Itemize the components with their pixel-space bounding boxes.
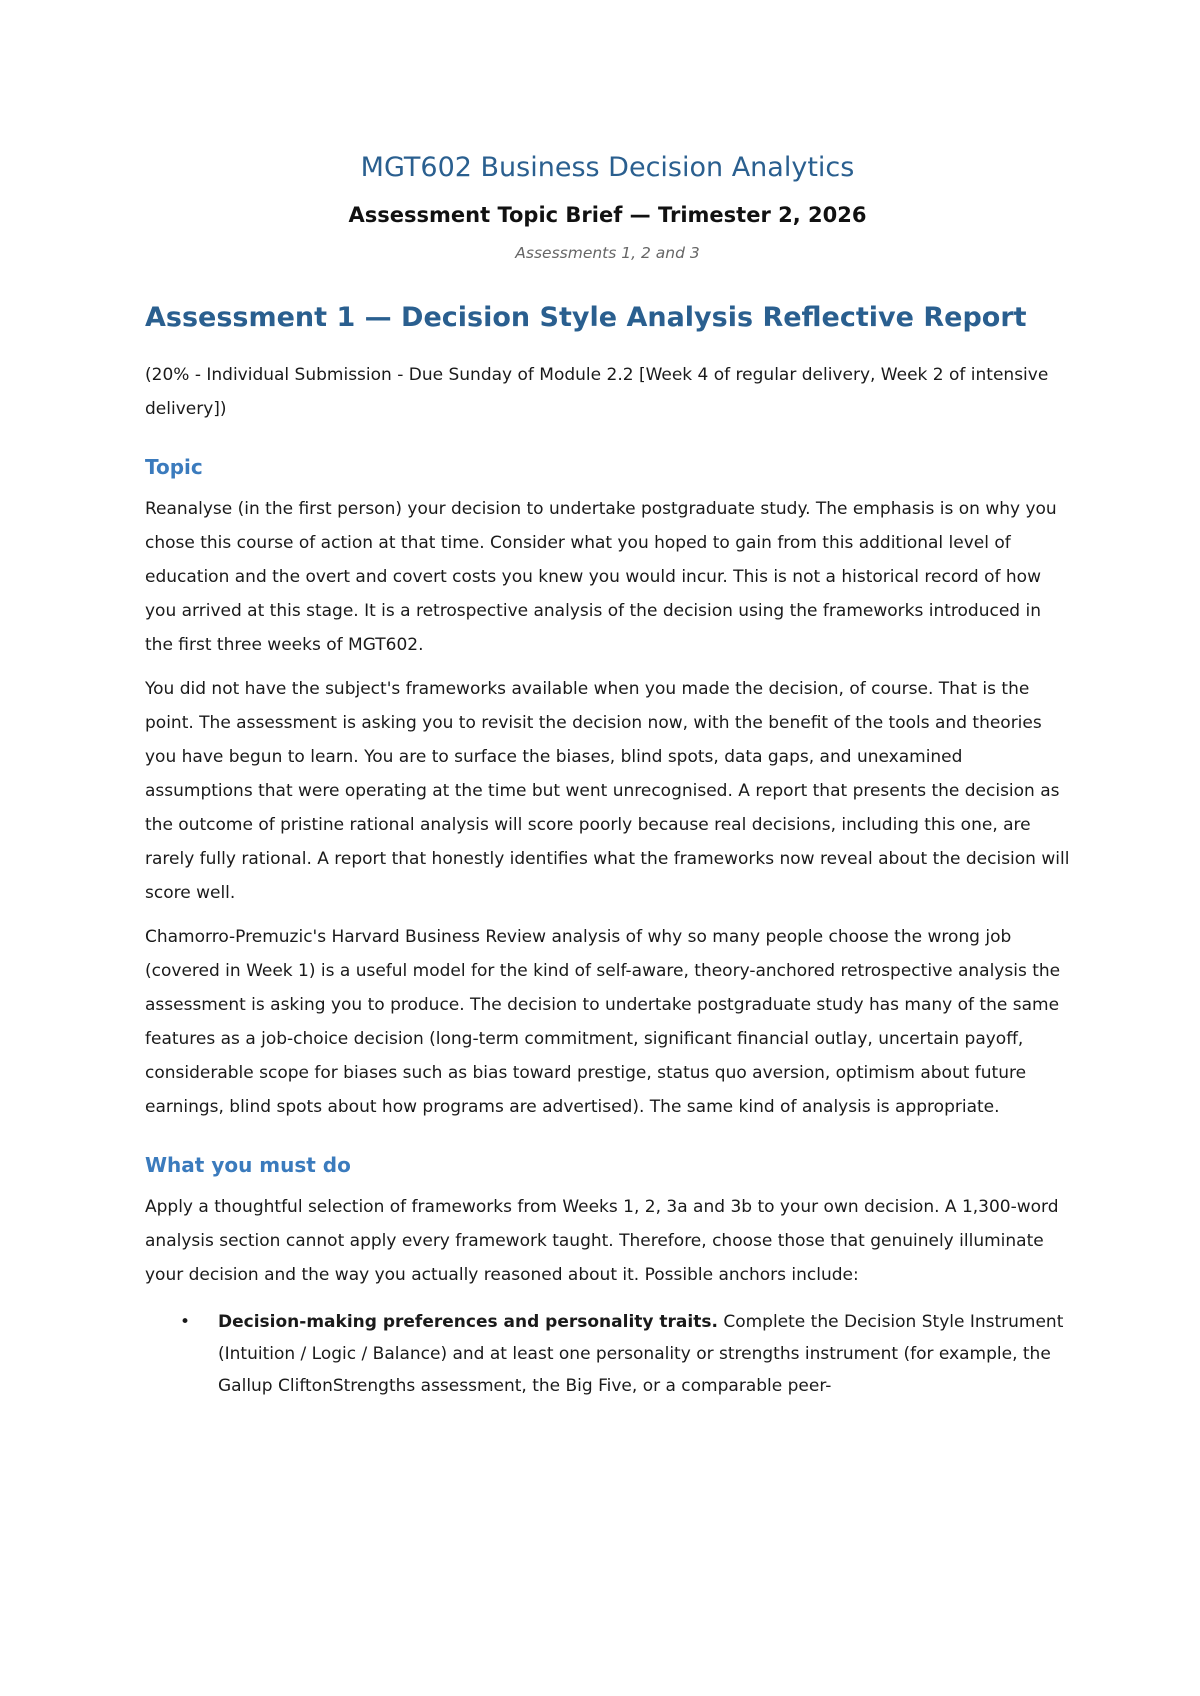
must-do-paragraph: Apply a thoughtful selection of frameworks from Weeks 1, 2, 3a and 3b to your own decision. A 1,300-word analysis section cannot apply every framework taught. Therefore, choose those that genuinely illuminate your decision and the way you actually reasoned about it. Possible anchors include:: [145, 1197, 1059, 1285]
list-item: [145, 1306, 1070, 1402]
document-subtitle: Assessment Topic Brief — Trimester 2, 2026: [348, 203, 867, 227]
frameworks-list: [145, 1306, 1070, 1402]
topic-paragraph: Reanalyse (in the first person) your decision to undertake postgraduate study. The emphasis is on why you chose this course of action at that time. Consider what you hoped to gain from this additional level of education and the overt and covert costs you knew you would incur. This is not a historical record of how you arrived at this stage. It is a retrospective analysis of the decision using the frameworks introduced in the first three weeks of MGT602.: [145, 499, 1057, 655]
document-page: [145, 148, 1070, 1402]
bullet-text: Complete the Decision Style Instrument (Intuition / Logic / Balance) and at least one personality or strengths instrument (for example, the Gallup CliftonStrengths assessment, the Big Five, or a comparable peer-: [218, 1312, 1064, 1396]
bullet-icon: •: [180, 1312, 191, 1332]
must-do-heading: What you must do: [145, 1153, 351, 1177]
topic-paragraph: Chamorro-Premuzic's Harvard Business Review analysis of why so many people choose the wrong job (covered in Week 1) is a useful model for the kind of self-aware, theory-anchored retrospective analysis the assessment is asking you to produce. The decision to undertake postgraduate study has many of the same features as a job-choice decision (long-term commitment, significant financial outlay, uncertain payoff, considerable scope for biases such as bias toward prestige, status quo aversion, optimism about future earnings, blind spots about how programs are advertised). The same kind of analysis is appropriate.: [145, 927, 1061, 1117]
document-note: Assessments 1, 2 and 3: [515, 244, 700, 262]
document-title: MGT602 Business Decision Analytics: [360, 152, 855, 183]
topic-heading: Topic: [145, 455, 203, 479]
topic-paragraph: You did not have the subject's frameworks available when you made the decision, of course. That is the point. The assessment is asking you to revisit the decision now, with the benefit of the tools and theories you have begun to learn. You are to surface the biases, blind spots, data gaps, and unexamined assumptions that were operating at the time but went unrecognised. A report that presents the decision as the outcome of pristine rational analysis will score poorly because real decisions, including this one, are rarely fully rational. A report that honestly identifies what the frameworks now reveal about the decision will score well.: [145, 679, 1070, 903]
assessment1-meta: (20% - Individual Submission - Due Sunday of Module 2.2 [Week 4 of regular delivery, Week 2 of intensive delivery]): [145, 365, 1049, 419]
assessment1-heading: Assessment 1 — Decision Style Analysis Reflective Report: [145, 302, 1027, 333]
bullet-lead: Decision-making preferences and personality traits.: [218, 1312, 718, 1332]
